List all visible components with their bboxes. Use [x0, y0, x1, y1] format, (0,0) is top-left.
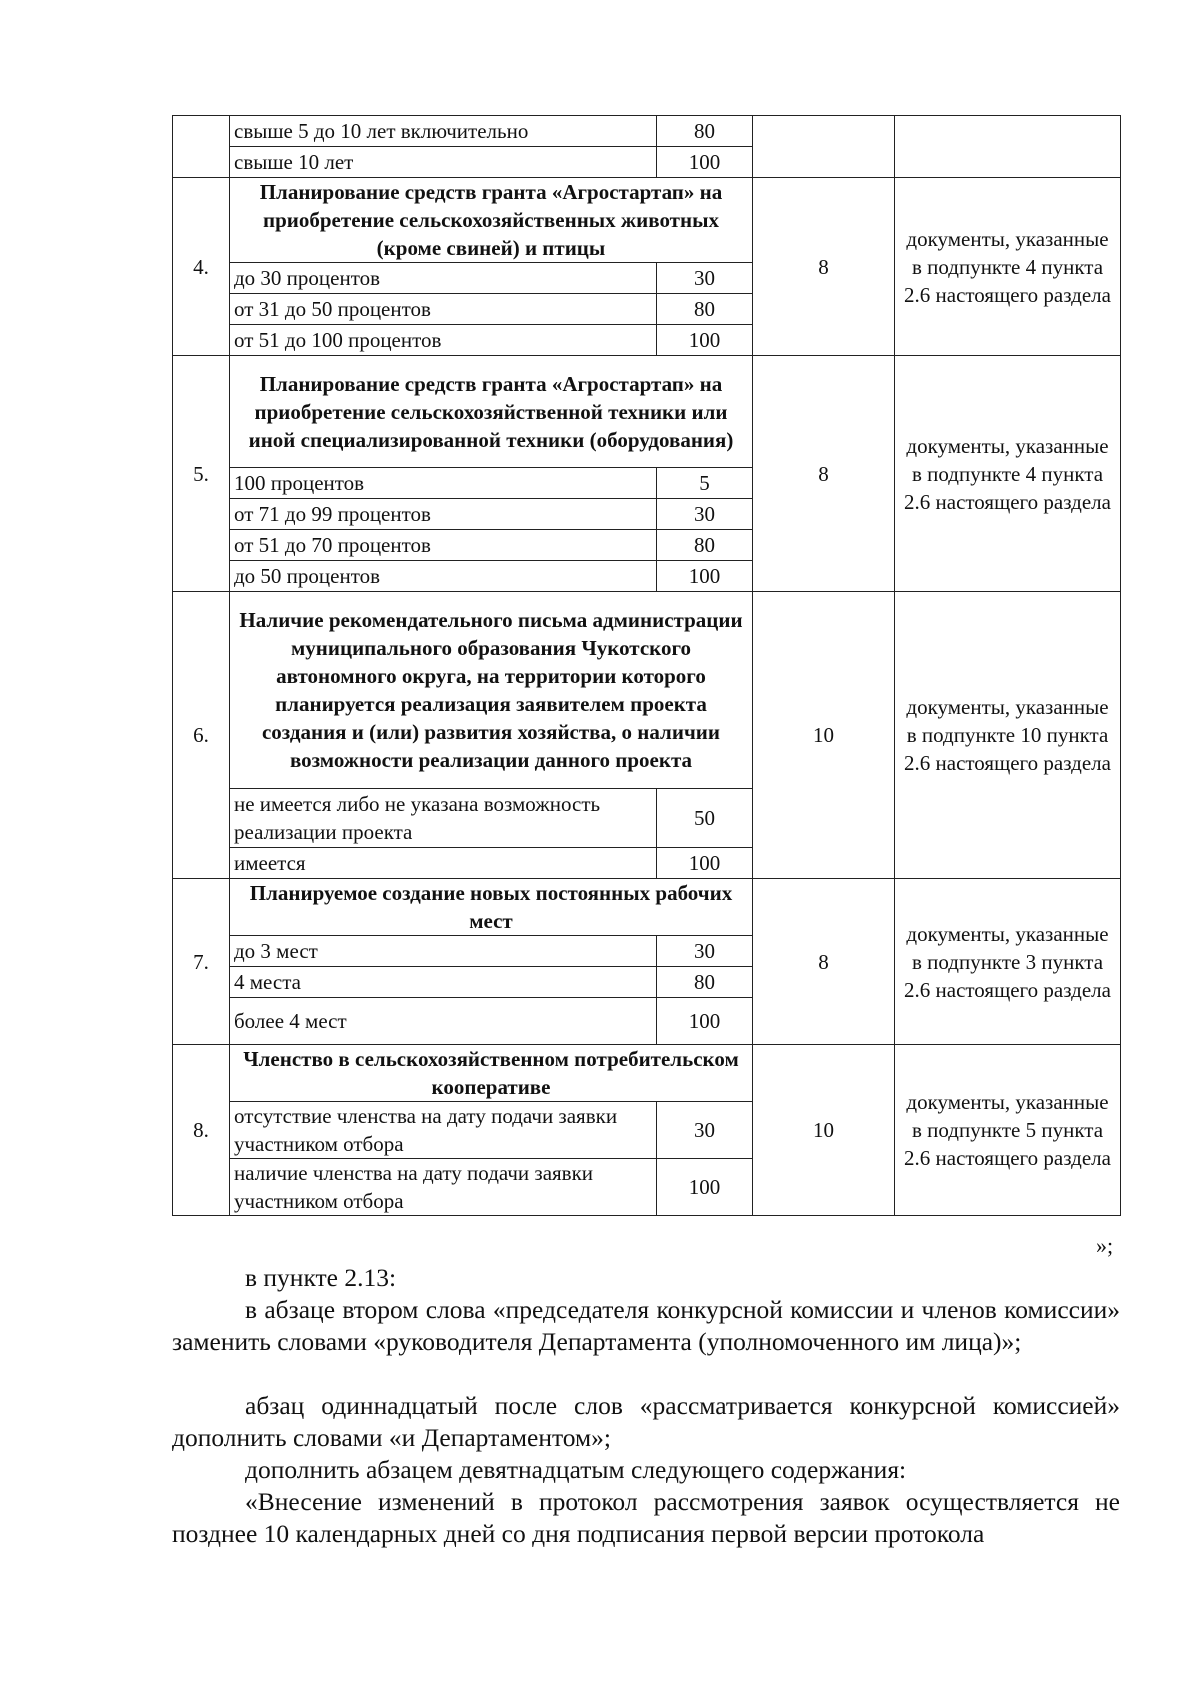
criterion-number-cell — [173, 116, 230, 178]
criterion-number: 7. — [173, 879, 230, 1045]
sub-criterion-score: 80 — [657, 116, 753, 147]
sub-criterion-label: до 3 мест — [230, 936, 657, 967]
sub-criterion-label: 4 места — [230, 967, 657, 998]
sub-criterion-label: от 51 до 100 процентов — [230, 325, 657, 356]
paragraph-quote: «Внесение изменений в протокол рассмотрения заявок осуществляется не позднее 10 календарных дней со дня подписания первой версии протокола — [172, 1487, 1120, 1548]
sub-criterion-score: 100 — [657, 1159, 753, 1216]
table-row — [173, 356, 1121, 468]
criterion-weight: 8 — [753, 879, 895, 1045]
sub-criterion-label: более 4 мест — [230, 998, 657, 1045]
table-row — [173, 178, 1121, 263]
paragraph-item: в пункте 2.13: — [245, 1263, 397, 1292]
criterion-documents: документы, указанные в подпункте 3 пункта 2.6 настоящего раздела — [895, 879, 1121, 1045]
criterion-header: Членство в сельскохозяйственном потребительском кооперативе — [230, 1045, 753, 1102]
sub-criterion-label: наличие членства на дату подачи заявки участником отбора — [230, 1159, 657, 1216]
sub-criterion-label: имеется — [230, 848, 657, 879]
criterion-header: Планирование средств гранта «Агростартап» на приобретение сельскохозяйственных животных (кроме свиней) и птицы — [230, 178, 753, 263]
table-row — [173, 592, 1121, 789]
sub-criterion-score: 100 — [657, 561, 753, 592]
criterion-number: 5. — [173, 356, 230, 592]
sub-criterion-score: 30 — [657, 263, 753, 294]
paragraph-amendment: дополнить абзацем девятнадцатым следующего содержания: — [245, 1455, 907, 1484]
sub-criterion-label: свыше 10 лет — [230, 147, 657, 178]
criterion-number: 6. — [173, 592, 230, 879]
criterion-number: 4. — [173, 178, 230, 356]
sub-criterion-label: от 31 до 50 процентов — [230, 294, 657, 325]
sub-criterion-score: 80 — [657, 967, 753, 998]
criterion-documents: документы, указанные в подпункте 4 пункта 2.6 настоящего раздела — [895, 178, 1121, 356]
criterion-documents: документы, указанные в подпункте 4 пункта 2.6 настоящего раздела — [895, 356, 1121, 592]
sub-criterion-score: 30 — [657, 1102, 753, 1159]
criterion-header: Наличие рекомендательного письма администрации муниципального образования Чукотского автономного округа, на территории которого планируется реализация заявителем проекта создания и (или) развития хозяйства, о наличии возможности реализации данного проекта — [230, 592, 753, 789]
sub-criterion-score: 80 — [657, 294, 753, 325]
criterion-weight: 8 — [753, 356, 895, 592]
criterion-weight — [753, 116, 895, 178]
criterion-documents — [895, 116, 1121, 178]
sub-criterion-score: 50 — [657, 789, 753, 848]
sub-criterion-score: 100 — [657, 848, 753, 879]
sub-criterion-label: до 30 процентов — [230, 263, 657, 294]
sub-criterion-label: отсутствие членства на дату подачи заявки участником отбора — [230, 1102, 657, 1159]
criteria-table — [172, 115, 1121, 1216]
sub-criterion-score: 30 — [657, 936, 753, 967]
sub-criterion-score: 100 — [657, 325, 753, 356]
sub-criterion-label: от 51 до 70 процентов — [230, 530, 657, 561]
sub-criterion-label: от 71 до 99 процентов — [230, 499, 657, 530]
table-row — [173, 879, 1121, 936]
sub-criterion-label: свыше 5 до 10 лет включительно — [230, 116, 657, 147]
sub-criterion-label: до 50 процентов — [230, 561, 657, 592]
sub-criterion-score: 100 — [657, 998, 753, 1045]
criterion-number: 8. — [173, 1045, 230, 1216]
sub-criterion-score: 100 — [657, 147, 753, 178]
sub-criterion-score: 80 — [657, 530, 753, 561]
sub-criterion-score: 5 — [657, 468, 753, 499]
criterion-documents: документы, указанные в подпункте 5 пункта 2.6 настоящего раздела — [895, 1045, 1121, 1216]
criterion-weight: 8 — [753, 178, 895, 356]
sub-criterion-score: 30 — [657, 499, 753, 530]
paragraph-amendment: в абзаце втором слова «председателя конкурсной комиссии и членов комиссии» заменить словами «руководителя Департамента (уполномоченного им лица)»; — [172, 1295, 1120, 1356]
table-row — [173, 1045, 1121, 1102]
criterion-header: Планирование средств гранта «Агростартап» на приобретение сельскохозяйственной техники или иной специализированной техники (оборудования) — [230, 356, 753, 468]
criterion-documents: документы, указанные в подпункте 10 пункта 2.6 настоящего раздела — [895, 592, 1121, 879]
criterion-weight: 10 — [753, 1045, 895, 1216]
criterion-weight: 10 — [753, 592, 895, 879]
sub-criterion-label: 100 процентов — [230, 468, 657, 499]
paragraph-amendment: абзац одиннадцатый после слов «рассматривается конкурсной комиссией» дополнить словами «и Департаментом»; — [172, 1391, 1120, 1452]
table-row — [173, 116, 1121, 147]
table-closing-quote: »; — [1096, 1233, 1114, 1258]
criterion-header: Планируемое создание новых постоянных рабочих мест — [230, 879, 753, 936]
sub-criterion-label: не имеется либо не указана возможность реализации проекта — [230, 789, 657, 848]
